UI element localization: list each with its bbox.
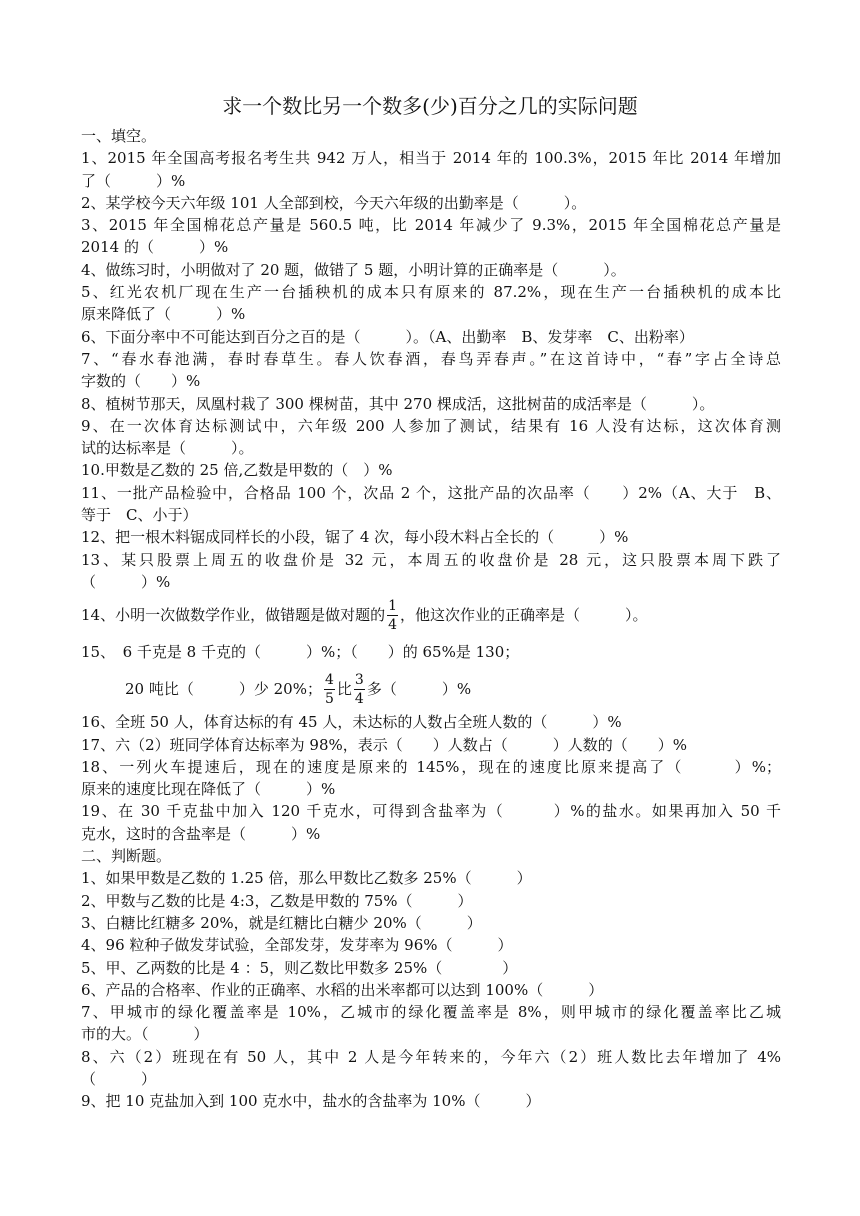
- judgment-7-line-1: 7、甲城市的绿化覆盖率是 10%，乙城市的绿化覆盖率是 8%，则甲城市的绿化覆盖率比乙城: [81, 1003, 781, 1022]
- question-11-line-2: 等于 C、小于）: [81, 506, 198, 525]
- fraction-denominator: 4: [388, 616, 398, 633]
- judgment-4: 4、96 粒种子做发芽试验，全部发芽，发芽率为 96%（ ）: [81, 936, 513, 955]
- fraction-three-quarters: [354, 672, 365, 707]
- question-1-line-2: 了（ ）%: [81, 171, 186, 190]
- question-15-text-mid: 比: [336, 680, 352, 699]
- question-10: 10.甲数是乙数的 25 倍,乙数是甲数的（ ）%: [81, 461, 393, 480]
- question-9-line-1: 9、在一次体育达标测试中，六年级 200 人参加了测试，结果有 16 人没有达标，这次体育测: [81, 416, 781, 435]
- fraction-numerator: 3: [354, 671, 364, 688]
- question-13-line-1: 13、某只股票上周五的收盘价是 32 元，本周五的收盘价是 28 元，这只股票本周下跌了: [81, 550, 781, 569]
- judgment-6: 6、产品的合格率、作业的正确率、水稻的出米率都可以达到 100%（ ）: [81, 980, 604, 999]
- question-9-line-2: 试的达标率是（ ）。: [81, 439, 254, 458]
- fraction-one-quarter: [387, 598, 398, 633]
- question-11-line-1: 11、一批产品检验中，合格品 100 个，次品 2 个，这批产品的次品率（ ）2%（A、大于 B、: [81, 483, 781, 502]
- question-18-line-2: 原来的速度比现在降低了（ ）%: [81, 780, 336, 799]
- question-5-line-1: 5、红光农机厂现在生产一台插秧机的成本只有原来的 87.2%，现在生产一台插秧机的成本比: [81, 283, 781, 302]
- question-18-line-1: 18、一列火车提速后，现在的速度是原来的 145%，现在的速度比原来提高了（ ）%；: [81, 757, 781, 776]
- question-15-line-2: [81, 667, 781, 711]
- section-heading-true-false: 二、判断题。: [81, 847, 172, 866]
- worksheet-content: [81, 125, 781, 1113]
- question-19-line-1: 19、在 30 千克盐中加入 120 千克水，可得到含盐率为（ ）%的盐水。如果再加入 50 千: [81, 802, 781, 821]
- question-3-line-2: 2014 的（ ）%: [81, 238, 229, 257]
- question-12: 12、把一根木料锯成同样长的小段，锯了 4 次，每小段木料占全长的（ ）%: [81, 528, 629, 547]
- fraction-denominator: 5: [324, 690, 334, 707]
- judgment-9: 9、把 10 克盐加入到 100 克水中，盐水的含盐率为 10%（ ）: [81, 1092, 541, 1111]
- question-17: 17、六（2）班同学体育达标率为 98%，表示（ ）人数占（ ）人数的（ ）%: [81, 735, 687, 754]
- judgment-7-line-2: 市的大。（ ）: [81, 1025, 209, 1044]
- fraction-numerator: 1: [388, 597, 398, 614]
- fraction-four-fifths: [324, 672, 335, 707]
- question-14-text-after: ，他这次作业的正确率是（ ）。: [400, 606, 648, 625]
- judgment-8-line-1: 8、六（2）班现在有 50 人，其中 2 人是今年转来的，今年六（2）班人数比去年增加了 4%: [81, 1047, 781, 1066]
- question-19-line-2: 克水，这时的含盐率是（ ）%: [81, 824, 321, 843]
- question-7-line-2: 字数的（ ）%: [81, 372, 201, 391]
- judgment-5: 5、甲、乙两数的比是 4 ：5，则乙数比甲数多 25%（ ）: [81, 958, 518, 977]
- judgment-2: 2、甲数与乙数的比是 4:3，乙数是甲数的 75%（ ）: [81, 891, 473, 910]
- question-14-text-before: 14、小明一次做数学作业，做错题是做对题的: [81, 606, 386, 625]
- question-15-text-after: 多（ ）%: [366, 680, 472, 699]
- question-1-line-1: 1、2015 年全国高考报名考生共 942 万人，相当于 2014 年的 100.3%，2015 年比 2014 年增加: [81, 149, 781, 168]
- question-7-line-1: 7、“春水春池满，春时春草生。春人饮春酒，春鸟弄春声。”在这首诗中，“春”字占全诗总: [81, 349, 781, 368]
- question-15-line-1: 15、 6 千克是 8 千克的（ ）%；（ ）的 65%是 130；: [81, 643, 520, 662]
- question-3-line-1: 3、2015 年全国棉花总产量是 560.5 吨，比 2014 年减少了 9.3%，2015 年全国棉花总产量是: [81, 216, 781, 235]
- judgment-1: 1、如果甲数是乙数的 1.25 倍，那么甲数比乙数多 25%（ ）: [81, 869, 532, 888]
- question-5-line-2: 原来降低了（ ）%: [81, 305, 246, 324]
- question-6: 6、下面分率中不可能达到百分之百的是（ ）。（A、出勤率 B、发芽率 C、出粉率）: [81, 327, 694, 346]
- judgment-8-line-2: （ ）: [81, 1069, 157, 1088]
- question-2: 2、某学校今天六年级 101 人全部到校，今天六年级的出勤率是（ ）。: [81, 193, 587, 212]
- question-8: 8、植树节那天，凤凰村栽了 300 棵树苗，其中 270 棵成活，这批树苗的成活率是（ ）。: [81, 394, 715, 413]
- page-title: 求一个数比另一个数多(少)百分之几的实际问题: [222, 94, 638, 118]
- question-15-text-before: 20 吨比（ ）少 20%；: [125, 680, 322, 699]
- fraction-denominator: 4: [354, 690, 364, 707]
- question-16: 16、全班 50 人，体育达标的有 45 人，未达标的人数占全班人数的（ ）%: [81, 713, 622, 732]
- fraction-numerator: 4: [324, 671, 334, 688]
- question-13-line-2: （ ）%: [81, 572, 171, 591]
- judgment-3: 3、白糖比红糖多 20%，就是红糖比白糖少 20%（ ）: [81, 913, 482, 932]
- question-14: [81, 593, 781, 637]
- question-4: 4、做练习时，小明做对了 20 题，做错了 5 题，小明计算的正确率是（ ）。: [81, 260, 626, 279]
- section-heading-fill-blank: 一、填空。: [81, 127, 157, 145]
